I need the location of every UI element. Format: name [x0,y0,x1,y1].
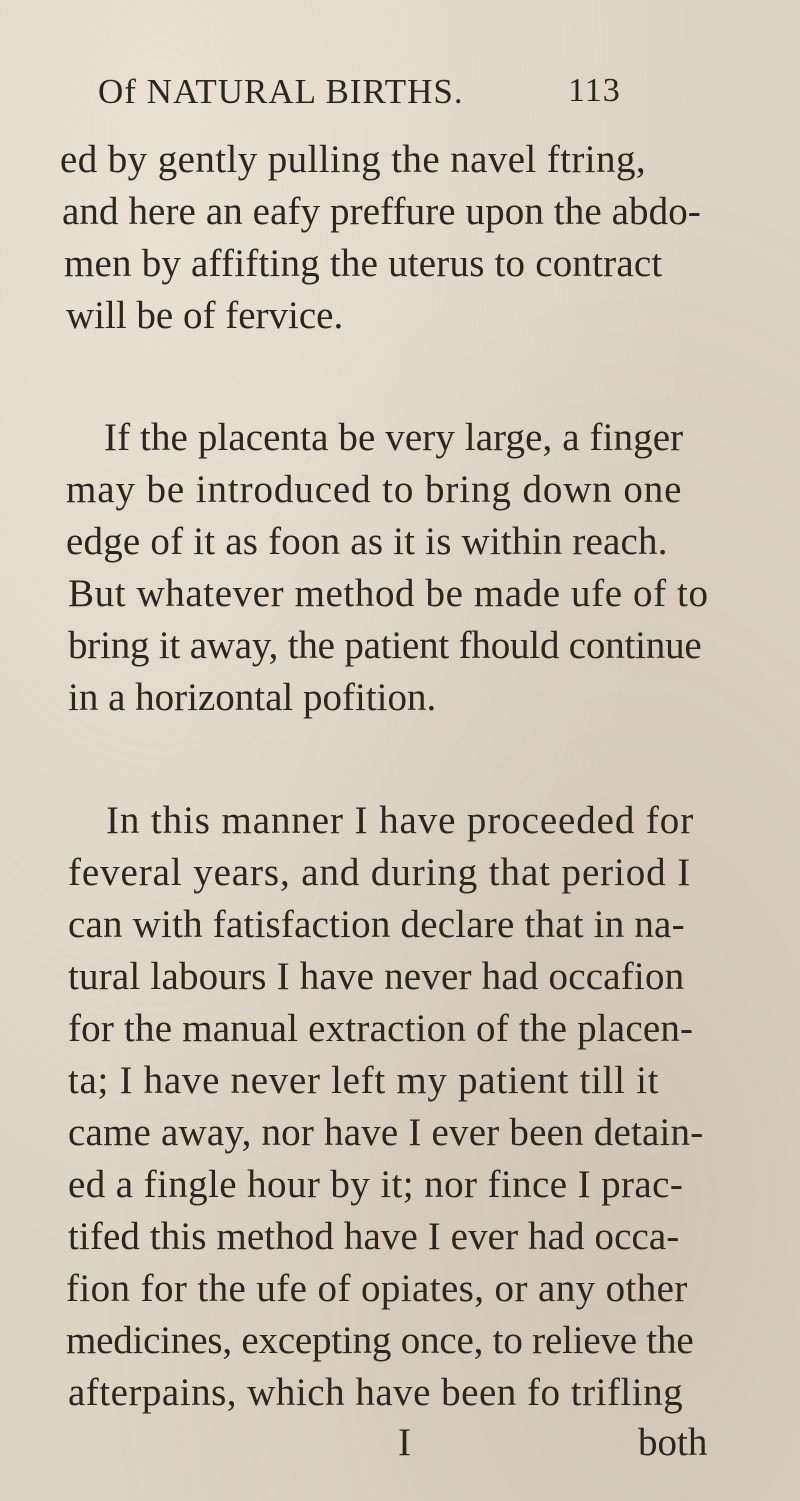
text-line: medicines, excepting once, to relieve the [66,1319,694,1362]
text-line: tifed this method have I ever had occa- [68,1215,680,1258]
text-line: came away, nor have I ever been detain- [68,1111,704,1154]
text-line: in a horizontal pofition. [68,676,437,719]
text-line: In this manner I have proceeded for [106,799,695,842]
text-line: will be of fervice. [66,294,344,337]
catchword: both [638,1421,708,1464]
text-line: tural labours I have never had occafion [68,955,685,998]
text-line: ed by gently pulling the navel ftring, [60,138,646,181]
text-line: But whatever method be made ufe of to [68,572,709,615]
text-line: can with fatisfaction declare that in na- [68,903,685,946]
text-line: feveral years, and during that period I [68,851,692,894]
text-line: men by affifting the uterus to contract [64,242,663,285]
running-title: Of NATURAL BIRTHS. [98,72,464,111]
text-line: bring it away, the patient fhould continue [68,624,702,667]
text-line: ta; I have never left my patient till it [68,1059,660,1102]
text-line: fion for the ufe of opiates, or any other [66,1267,688,1310]
text-line: ed a fingle hour by it; nor fince I prac- [68,1163,684,1206]
text-line: edge of it as foon as it is within reach. [66,520,668,563]
page-number: 113 [568,72,621,109]
running-header [98,72,738,128]
text-line: afterpains, which have been fo trifling [68,1371,684,1414]
signature-mark: I [398,1421,411,1464]
text-line: If the placenta be very large, a finger [104,416,684,459]
text-line: may be introduced to bring down one [66,468,683,511]
text-line: for the manual extraction of the placen- [68,1007,694,1050]
text-line: and here an eafy preffure upon the abdo- [62,190,701,233]
